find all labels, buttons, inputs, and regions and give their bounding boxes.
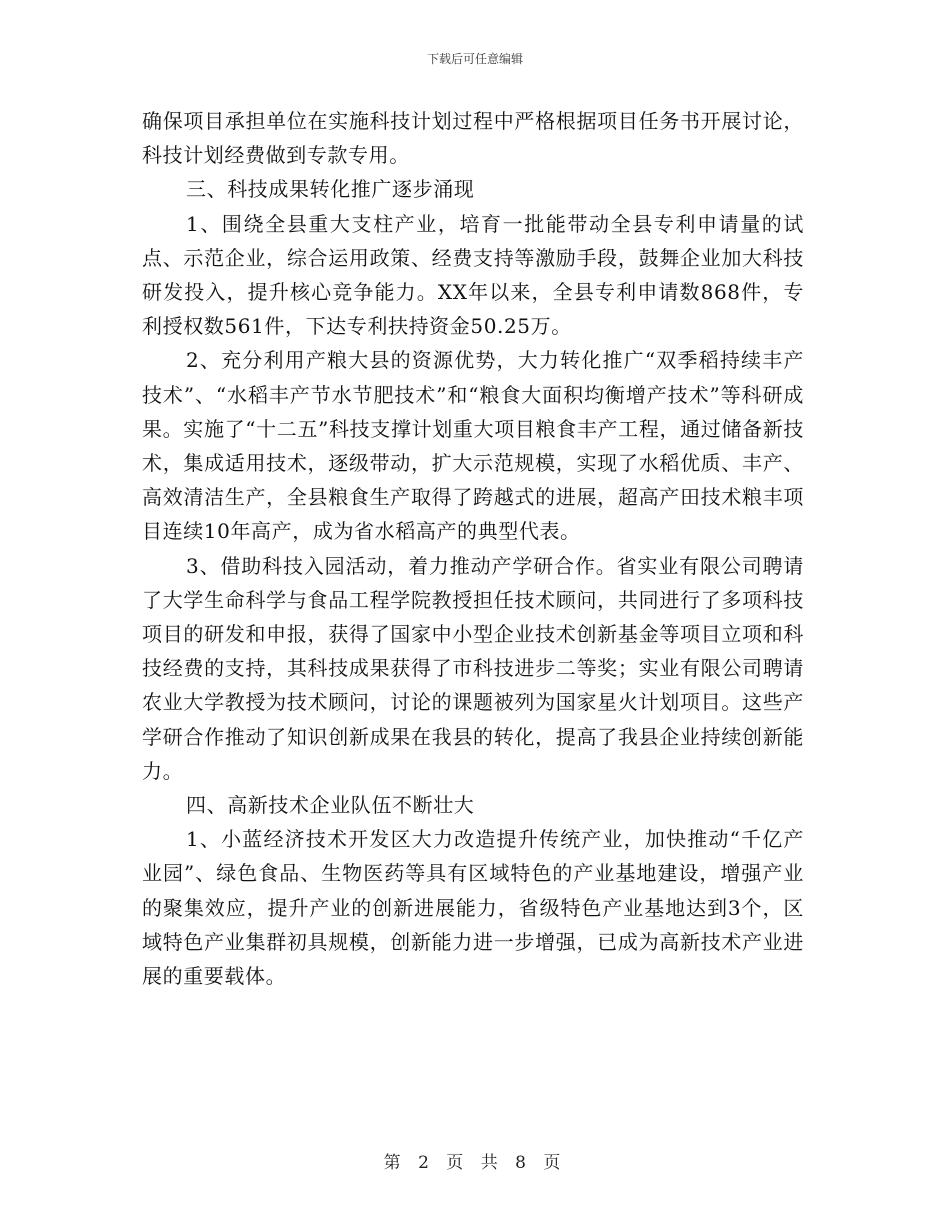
page-header: 下载后可任意编辑 [426, 52, 523, 66]
page-footer: 第 2 页 共 8 页 [383, 1153, 567, 1173]
document-body [142, 104, 804, 993]
section-heading-4: 四、高新技术企业队伍不断壮大 [186, 793, 475, 818]
paragraph-patents: 1、围绕全县重大支柱产业，培育一批能带动全县专利申请量的试点、示范企业，综合运用政策、经费支持等激励手段，鼓舞企业加大科技研发投入，提升核心竞争能力。XX年以来，全县专利申请数868件，专利授权数561件，下达专利扶持资金50.25万。 [142, 211, 804, 339]
paragraph-industry: 1、小蓝经济技术开发区大力改造提升传统产业，加快推动“千亿产业园”、绿色食品、生物医药等具有区域特色的产业基地建设，增强产业的聚集效应，提升产业的创新进展能力，省级特色产业基地达到3个，区域特色产业集群初具规模，创新能力进一步增强，已成为高新技术产业进展的重要载体。 [142, 827, 804, 989]
paragraph-1: 确保项目承担单位在实施科技计划过程中严格根据项目任务书开展讨论，科技计划经费做到专款专用。 [142, 109, 804, 168]
section-heading-3: 三、科技成果转化推广逐步涌现 [186, 177, 475, 202]
paragraph-grain: 2、充分利用产粮大县的资源优势，大力转化推广“双季稻持续丰产技术”、“水稻丰产节水节肥技术”和“粮食大面积均衡增产技术”等科研成果。实施了“十二五”科技支撑计划重大项目粮食丰产工程，通过储备新技术，集成适用技术，逐级带动，扩大示范规模，实现了水稻优质、丰产、高效清洁生产，全县粮食生产取得了跨越式的进展，超高产田技术粮丰项目连续10年高产，成为省水稻高产的典型代表。 [142, 348, 804, 544]
paragraph-cooperation: 3、借助科技入园活动，着力推动产学研合作。省实业有限公司聘请了大学生命科学与食品工程学院教授担任技术顾问，共同进行了多项科技项目的研发和申报，获得了国家中小型企业技术创新基金等项目立项和科技经费的支持，其科技成果获得了市科技进步二等奖；实业有限公司聘请农业大学教授为技术顾问，讨论的课题被列为国家星火计划项目。这些产学研合作推动了知识创新成果在我县的转化，提高了我县企业持续创新能力。 [142, 553, 804, 783]
